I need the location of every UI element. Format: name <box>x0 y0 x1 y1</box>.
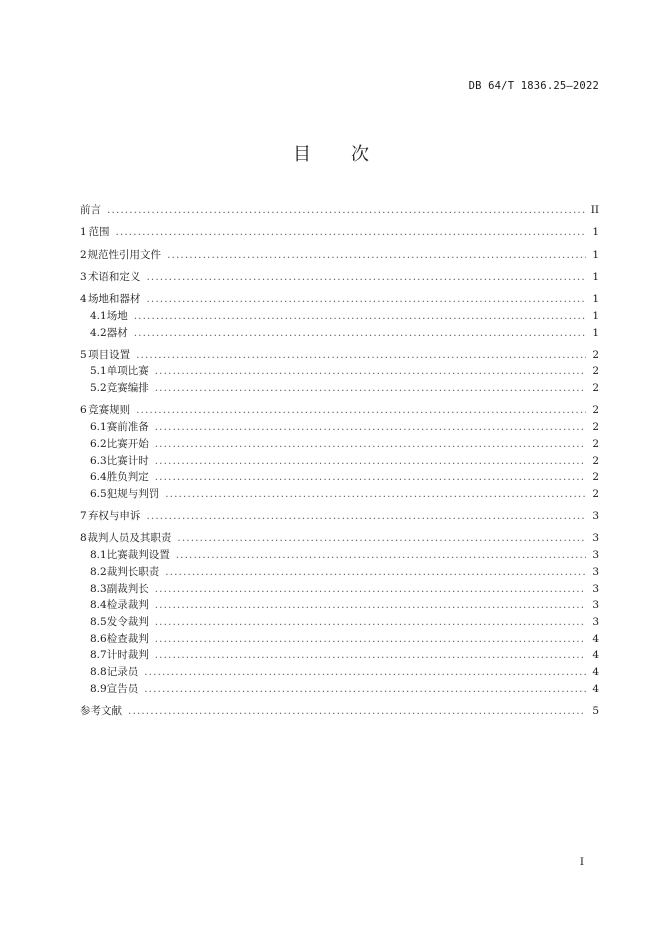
toc-entry-label: 比赛裁判设置 <box>106 549 170 562</box>
page-title <box>0 140 662 166</box>
toc-entry-label: 检录裁判 <box>106 599 149 612</box>
toc-entry[interactable] <box>80 681 599 698</box>
toc-entry-number: 3 <box>80 270 87 283</box>
toc-entry[interactable] <box>80 703 599 720</box>
footer-page-number: I <box>579 856 584 868</box>
toc-entry[interactable] <box>80 402 599 419</box>
toc-entry-page: II <box>590 204 599 216</box>
toc-dot-leader <box>146 293 586 305</box>
toc-entry[interactable] <box>80 614 599 631</box>
toc-dot-leader <box>155 471 587 483</box>
toc-entry-number: 8.6 <box>90 632 107 645</box>
toc-entry-page: 2 <box>592 487 599 500</box>
toc-entry[interactable] <box>80 436 599 453</box>
toc-entry-number: 5.1 <box>90 365 107 378</box>
toc-entry-label: 副裁判长 <box>106 582 149 595</box>
toc-dot-leader <box>176 549 587 561</box>
toc-dot-leader <box>155 599 587 611</box>
toc-entry-page: 1 <box>592 293 599 306</box>
toc-dot-leader <box>144 683 586 695</box>
table-of-contents <box>80 202 599 720</box>
toc-dot-leader <box>165 488 586 500</box>
toc-dot-leader <box>155 421 587 433</box>
toc-dot-leader <box>165 566 586 578</box>
toc-entry-page: 2 <box>592 471 599 484</box>
toc-entry-label: 发令裁判 <box>106 615 149 628</box>
toc-entry[interactable] <box>80 224 599 241</box>
toc-entry-label: 参考文献 <box>80 704 122 717</box>
toc-entry[interactable] <box>80 664 599 681</box>
toc-entry-number: 4 <box>80 293 87 306</box>
toc-entry-label: 犯规与判罚 <box>106 487 160 500</box>
toc-entry-number: 8.1 <box>90 549 107 562</box>
toc-entry-page: 3 <box>592 582 599 595</box>
toc-entry-page: 4 <box>592 649 599 662</box>
toc-entry-label: 场地和器材 <box>87 293 141 306</box>
toc-entry[interactable] <box>80 363 599 380</box>
toc-entry-label: 范围 <box>88 226 110 239</box>
toc-entry-label: 竞赛规则 <box>88 404 131 417</box>
toc-entry[interactable] <box>80 631 599 648</box>
toc-entry-label: 术语和定义 <box>87 270 141 283</box>
toc-entry-number: 8.3 <box>90 582 107 595</box>
toc-entry-number: 6.3 <box>90 454 107 467</box>
toc-entry-page: 2 <box>592 365 599 378</box>
toc-entry[interactable] <box>80 202 599 219</box>
toc-entry-page: 3 <box>592 599 599 612</box>
toc-entry-label: 场地 <box>106 309 128 322</box>
toc-entry[interactable] <box>80 347 599 364</box>
toc-entry-page: 3 <box>592 549 599 562</box>
toc-dot-leader <box>177 532 586 544</box>
toc-entry-label: 计时裁判 <box>106 649 149 662</box>
title-char-2: 次 <box>351 144 369 165</box>
toc-entry-page: 2 <box>592 421 599 434</box>
toc-entry-page: 1 <box>592 226 599 239</box>
toc-entry-label: 项目设置 <box>88 348 131 361</box>
toc-entry-number: 5 <box>80 348 87 361</box>
toc-entry-number: 8.7 <box>90 649 107 662</box>
toc-entry-label: 比赛计时 <box>106 454 149 467</box>
toc-entry[interactable] <box>80 530 599 547</box>
toc-entry-number: 8.8 <box>90 665 107 678</box>
toc-entry-label: 胜负判定 <box>106 471 149 484</box>
toc-entry[interactable] <box>80 269 599 286</box>
toc-entry-page: 2 <box>592 382 599 395</box>
toc-entry[interactable] <box>80 597 599 614</box>
toc-dot-leader <box>155 382 587 394</box>
toc-entry[interactable] <box>80 291 599 308</box>
toc-entry[interactable] <box>80 308 599 325</box>
toc-dot-leader <box>134 327 587 339</box>
toc-entry[interactable] <box>80 547 599 564</box>
toc-dot-leader <box>134 310 587 322</box>
title-char-1: 目 <box>293 144 311 165</box>
toc-entry[interactable] <box>80 486 599 503</box>
toc-entry-number: 4.1 <box>90 309 107 322</box>
toc-dot-leader <box>155 365 587 377</box>
toc-entry[interactable] <box>80 247 599 264</box>
toc-entry-number: 4.2 <box>90 326 107 339</box>
toc-entry[interactable] <box>80 508 599 525</box>
toc-entry-label: 器材 <box>106 326 128 339</box>
toc-entry-page: 5 <box>592 704 599 717</box>
toc-entry-label: 前言 <box>80 204 101 216</box>
toc-entry-page: 3 <box>592 565 599 578</box>
toc-entry-number: 7 <box>80 510 87 523</box>
toc-entry-page: 3 <box>592 532 599 545</box>
toc-entry-number: 6.1 <box>90 421 107 434</box>
toc-entry-number: 6 <box>80 404 87 417</box>
toc-entry-label: 竞赛编排 <box>106 382 149 395</box>
toc-dot-leader <box>155 649 587 661</box>
toc-dot-leader <box>107 204 585 216</box>
toc-entry[interactable] <box>80 453 599 470</box>
toc-entry[interactable] <box>80 581 599 598</box>
toc-dot-leader <box>167 249 586 261</box>
toc-entry-page: 1 <box>592 309 599 322</box>
toc-entry-page: 4 <box>592 632 599 645</box>
document-code: DB 64/T 1836.25—2022 <box>468 80 599 92</box>
toc-entry-page: 3 <box>592 615 599 628</box>
title-spacer <box>311 140 351 166</box>
toc-dot-leader <box>155 583 587 595</box>
toc-dot-leader <box>155 616 587 628</box>
toc-entry-number: 5.2 <box>90 382 107 395</box>
toc-entry-label: 弃权与申诉 <box>87 510 141 523</box>
toc-entry-label: 裁判人员及其职责 <box>87 532 172 545</box>
toc-entry-label: 赛前准备 <box>106 421 149 434</box>
toc-entry-page: 1 <box>592 270 599 283</box>
toc-entry-number: 8.5 <box>90 615 107 628</box>
toc-dot-leader <box>146 510 586 522</box>
toc-entry-label: 比赛开始 <box>106 437 149 450</box>
toc-entry[interactable] <box>80 647 599 664</box>
toc-entry[interactable] <box>80 325 599 342</box>
toc-entry-page: 4 <box>592 665 599 678</box>
toc-entry-page: 2 <box>592 437 599 450</box>
toc-entry-label: 裁判长职责 <box>106 565 160 578</box>
toc-entry-page: 2 <box>592 404 599 417</box>
toc-dot-leader <box>144 666 586 678</box>
toc-entry[interactable] <box>80 419 599 436</box>
toc-dot-leader <box>155 633 587 645</box>
toc-entry-label: 检查裁判 <box>106 632 149 645</box>
toc-entry-number: 6.2 <box>90 437 107 450</box>
toc-entry-number: 8.9 <box>90 682 107 695</box>
toc-entry[interactable] <box>80 469 599 486</box>
toc-entry-number: 2 <box>80 248 87 261</box>
toc-dot-leader <box>136 349 586 361</box>
toc-entry-page: 3 <box>592 510 599 523</box>
toc-entry-page: 4 <box>592 682 599 695</box>
toc-entry-number: 1 <box>80 226 87 239</box>
toc-dot-leader <box>136 404 586 416</box>
toc-dot-leader <box>128 705 586 717</box>
toc-entry[interactable] <box>80 380 599 397</box>
toc-entry-label: 单项比赛 <box>106 365 149 378</box>
toc-entry[interactable] <box>80 564 599 581</box>
toc-entry-page: 1 <box>592 326 599 339</box>
toc-entry-label: 规范性引用文件 <box>87 248 162 261</box>
toc-entry-number: 8.2 <box>90 565 107 578</box>
toc-entry-page: 2 <box>592 348 599 361</box>
toc-dot-leader <box>146 271 586 283</box>
toc-entry-page: 1 <box>592 248 599 261</box>
toc-dot-leader <box>155 438 587 450</box>
toc-entry-number: 8.4 <box>90 599 107 612</box>
toc-entry-page: 2 <box>592 454 599 467</box>
toc-dot-leader <box>155 455 587 467</box>
toc-entry-label: 记录员 <box>106 665 139 678</box>
toc-entry-number: 8 <box>80 532 87 545</box>
toc-entry-number: 6.4 <box>90 471 107 484</box>
toc-entry-label: 宣告员 <box>106 682 139 695</box>
toc-entry-number: 6.5 <box>90 487 107 500</box>
toc-dot-leader <box>115 226 586 238</box>
